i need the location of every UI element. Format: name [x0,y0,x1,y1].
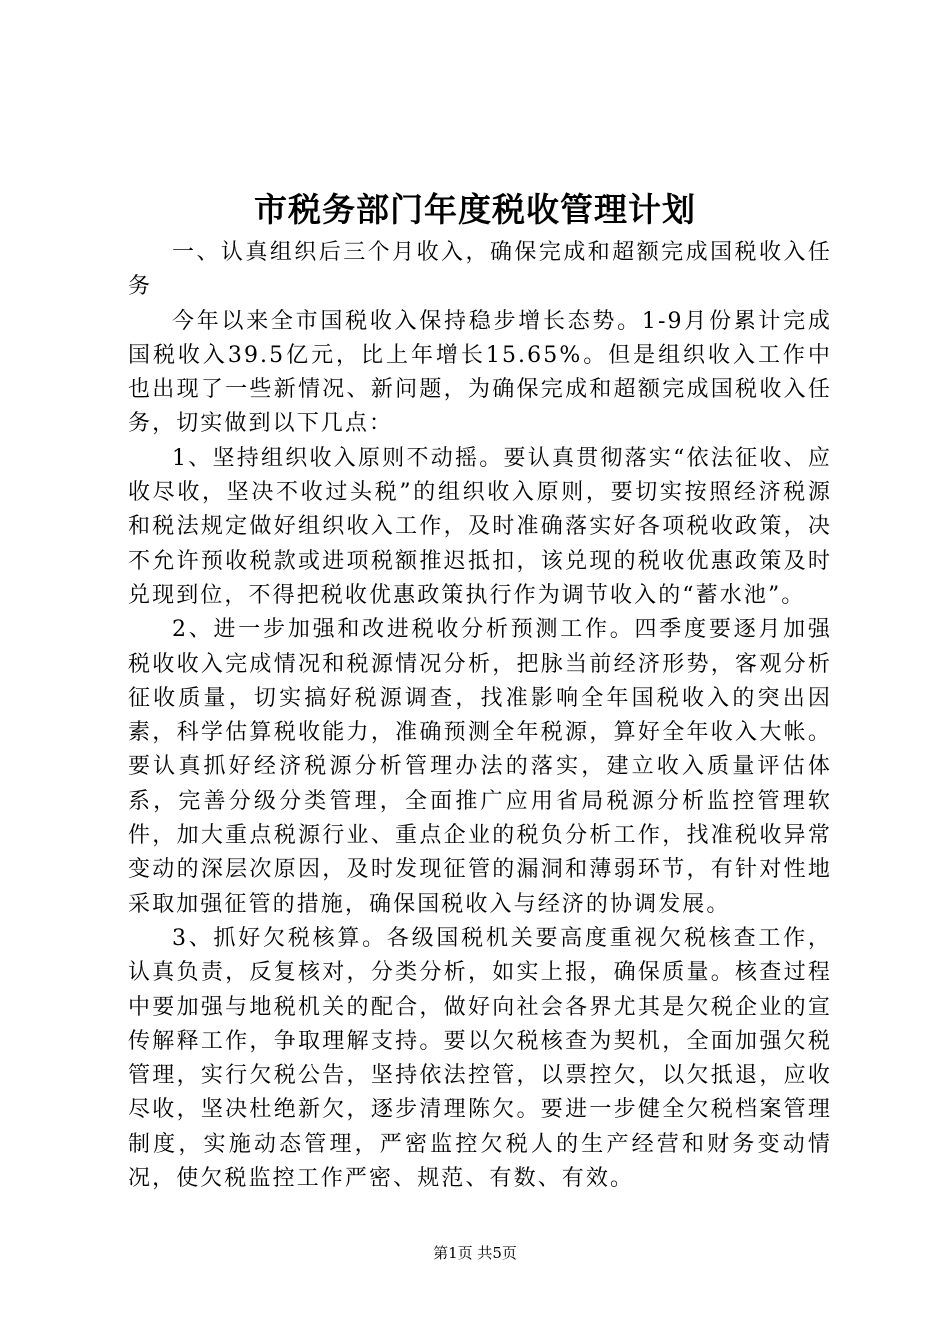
document-title: 市税务部门年度税收管理计划 [254,190,696,229]
body-paragraph: 3、抓好欠税核算。各级国税机关要高度重视欠税核查工作，认真负责，反复核对，分类分析，如实上报，确保质量。核查过程中要加强与地税机关的配合，做好向社会各界尤其是欠税企业的宣传解释工作，争取理解支持。要以欠税核查为契机，全面加强欠税管理，实行欠税公告，坚持依法控管，以票控欠，以欠抵退，应收尽收，坚决杜绝新欠，逐步清理陈欠。要进一步健全欠税档案管理制度，实施动态管理，严密监控欠税人的生产经营和财务变动情况，使欠税监控工作严密、规范、有数、有效。 [128,925,832,1192]
document-body [128,236,832,1196]
body-paragraph: 今年以来全市国税收入保持稳步增长态势。1-9月份累计完成国税收入39.5亿元，比上年增长15.65%。但是组织收入工作中也出现了一些新情况、新问题，为确保完成和超额完成国税收入任务，切实做到以下几点： [128,308,832,437]
body-paragraph: 1、坚持组织收入原则不动摇。要认真贯彻落实“依法征收、应收尽收，坚决不收过头税”的组织收入原则，要切实按照经济税源和税法规定做好组织收入工作，及时准确落实好各项税收政策，决不允许预收税款或进项税额推迟抵扣，该兑现的税收优惠政策及时兑现到位，不得把税收优惠政策执行作为调节收入的“蓄水池”。 [128,445,832,608]
body-paragraph: 2、进一步加强和改进税收分析预测工作。四季度要逐月加强税收收入完成情况和税源情况分析，把脉当前经济形势，客观分析征收质量，切实搞好税源调查，找准影响全年国税收入的突出因素，科学估算税收能力，准确预测全年税源，算好全年收入大帐。要认真抓好经济税源分析管理办法的落实，建立收入质量评估体系，完善分级分类管理，全面推广应用省局税源分析监控管理软件，加大重点税源行业、重点企业的税负分析工作，找准税收异常变动的深层次原因，及时发现征管的漏洞和薄弱环节，有针对性地采取加强征管的措施，确保国税收入与经济的协调发展。 [128,617,832,917]
section-heading: 一、认真组织后三个月收入，确保完成和超额完成国税收入任务 [128,240,832,300]
page-number: 第1页 共5页 [433,1244,517,1262]
